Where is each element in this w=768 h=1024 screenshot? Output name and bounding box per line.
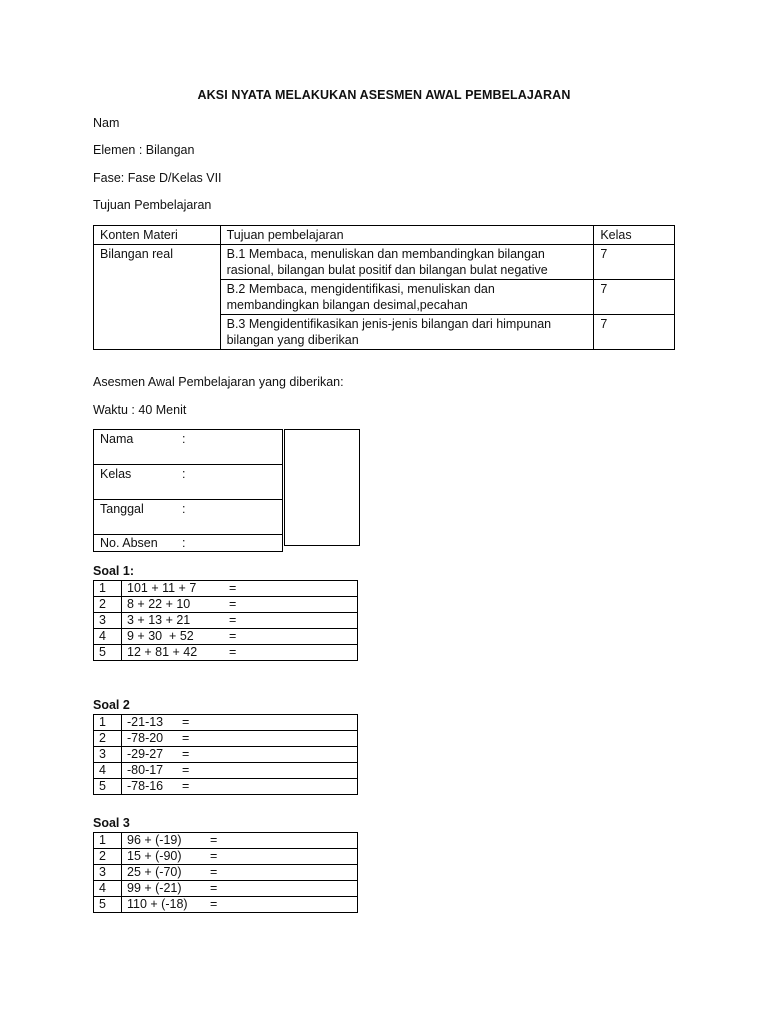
identity-field[interactable] [94,535,283,552]
soal3-table [93,832,358,913]
item-expression: 9 + 30 + 52 [127,629,194,643]
tujuan-text: B.2 Membaca, mengidentifikasi, menuliskan dan [226,282,495,296]
item-cell[interactable] [122,645,358,661]
item-number: 5 [94,645,122,661]
elemen-line: Elemen : Bilangan [93,143,195,157]
item-cell[interactable] [122,629,358,645]
item-number: 5 [94,779,122,795]
item-expression: 15 + (-90) [127,849,182,863]
soal1-table [93,580,358,661]
identity-field[interactable] [94,430,283,465]
table-row [94,865,358,881]
item-expression: -29-27 [127,747,164,761]
equals-sign: = [210,865,218,879]
document-title: AKSI NYATA MELAKUKAN ASESMEN AWAL PEMBELAJARAN [197,88,571,102]
equals-sign: = [229,581,237,595]
table-row [94,645,358,661]
item-number: 4 [94,881,122,897]
table-row [94,747,358,763]
item-cell[interactable] [122,779,358,795]
item-expression: 96 + (-19) [127,833,182,847]
identity-field[interactable] [94,465,283,500]
item-expression: -78-16 [127,779,164,793]
soal2-heading: Soal 2 [93,698,130,712]
item-cell[interactable] [122,747,358,763]
table-row [94,629,358,645]
item-number: 1 [94,833,122,849]
table-row [94,763,358,779]
item-cell[interactable] [122,597,358,613]
soal3-heading: Soal 3 [93,816,130,830]
equals-sign: = [182,779,190,793]
item-expression: -21-13 [127,715,164,729]
identity-label: Nama [100,432,134,446]
equals-sign: = [210,833,218,847]
item-cell[interactable] [122,613,358,629]
identity-colon: : [182,536,186,550]
identity-label: Kelas [100,467,132,481]
soal1-heading: Soal 1: [93,564,134,578]
item-expression: -78-20 [127,731,164,745]
equals-sign: = [210,849,218,863]
tujuan-cell [220,280,594,315]
tujuan-cell [220,315,594,350]
table-row [94,581,358,597]
tujuan-heading: Tujuan Pembelajaran [93,198,212,212]
item-cell[interactable] [122,731,358,747]
identity-row [94,465,283,500]
item-expression: -80-17 [127,763,164,777]
item-number: 3 [94,747,122,763]
equals-sign: = [182,731,190,745]
kelas-cell: 7 [594,315,675,350]
equals-sign: = [229,613,237,627]
tujuan-text: rasional, bilangan bulat positif dan bilangan bulat negative [226,263,548,277]
konten-cell: Bilangan real [94,245,221,350]
item-expression: 110 + (-18) [127,897,188,911]
item-cell[interactable] [122,581,358,597]
equals-sign: = [229,629,237,643]
table-row [94,881,358,897]
header-tujuan-pembelajaran: Tujuan pembelajaran [220,226,594,245]
equals-sign: = [182,715,190,729]
table-row [94,715,358,731]
tujuan-text: B.1 Membaca, menuliskan dan membandingkan bilangan [226,247,545,261]
table-row [94,597,358,613]
identity-table [93,429,283,552]
item-expression: 99 + (-21) [127,881,182,895]
table-row [94,245,675,280]
table-header-row [94,226,675,245]
table-row [94,779,358,795]
item-cell[interactable] [122,833,358,849]
item-cell[interactable] [122,715,358,731]
tujuan-text: B.3 Mengidentifikasikan jenis-jenis bilangan dari himpunan [226,317,552,331]
equals-sign: = [210,897,218,911]
identity-colon: : [182,467,186,481]
item-number: 1 [94,581,122,597]
item-number: 2 [94,731,122,747]
equals-sign: = [229,645,237,659]
equals-sign: = [229,597,237,611]
identity-field[interactable] [94,500,283,535]
identity-label: Tanggal [100,502,144,516]
item-number: 2 [94,849,122,865]
tujuan-text: bilangan yang diberikan [226,333,359,347]
objectives-table [93,225,675,350]
item-cell[interactable] [122,897,358,913]
table-row [94,731,358,747]
kelas-cell: 7 [594,280,675,315]
item-expression: 101 + 11 + 7 [127,581,197,595]
equals-sign: = [182,747,190,761]
item-number: 3 [94,613,122,629]
header-kelas: Kelas [594,226,675,245]
identity-row [94,500,283,535]
item-cell[interactable] [122,849,358,865]
item-expression: 25 + (-70) [127,865,182,879]
identity-row [94,535,283,552]
table-row [94,849,358,865]
item-expression: 8 + 22 + 10 [127,597,191,611]
tujuan-cell [220,245,594,280]
identity-row [94,430,283,465]
fase-line: Fase: Fase D/Kelas VII [93,171,222,185]
asesmen-heading: Asesmen Awal Pembelajaran yang diberikan: [93,375,344,389]
header-konten-materi: Konten Materi [94,226,221,245]
item-number: 3 [94,865,122,881]
item-cell[interactable] [122,865,358,881]
waktu-line: Waktu : 40 Menit [93,403,187,417]
item-cell[interactable] [122,881,358,897]
equals-sign: = [210,881,218,895]
item-number: 1 [94,715,122,731]
table-row [94,833,358,849]
tujuan-text: membandingkan bilangan desimal,pecahan [226,298,468,312]
item-expression: 3 + 13 + 21 [127,613,191,627]
identity-colon: : [182,432,186,446]
table-row [94,613,358,629]
item-number: 4 [94,629,122,645]
item-number: 2 [94,597,122,613]
item-number: 4 [94,763,122,779]
item-expression: 12 + 81 + 42 [127,645,198,659]
soal2-table [93,714,358,795]
table-row [94,897,358,913]
item-number: 5 [94,897,122,913]
nama-line: Nam [93,116,120,130]
item-cell[interactable] [122,763,358,779]
photo-box [284,429,360,546]
identity-label: No. Absen [100,536,158,550]
equals-sign: = [182,763,190,777]
kelas-cell: 7 [594,245,675,280]
identity-colon: : [182,502,186,516]
